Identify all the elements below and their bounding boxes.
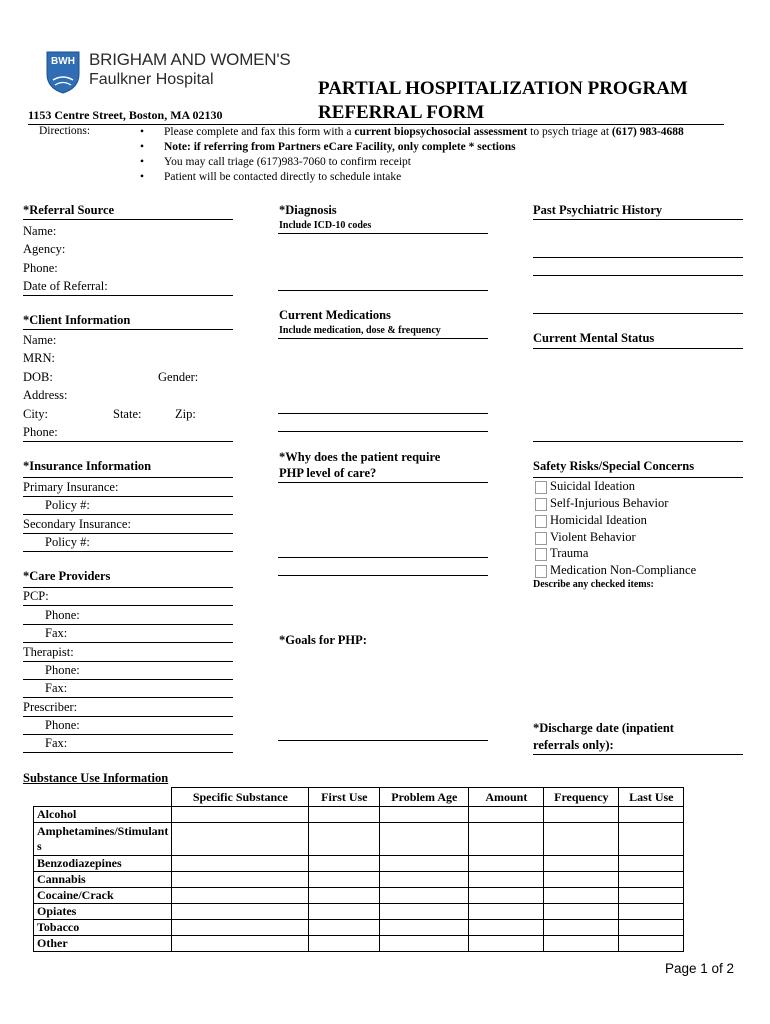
table-cell[interactable] [172,823,309,856]
substance-table [33,787,684,952]
diagnosis-note: Include ICD-10 codes [279,220,372,231]
rule [23,533,233,534]
table-cell[interactable] [619,920,684,936]
table-row [34,888,684,904]
table-header-row [34,788,684,807]
direction-item: • You may call triage (617)983-7060 to confirm receipt [134,155,684,170]
violent-behavior-label: Violent Behavior [550,530,636,544]
col-last-use: Last Use [619,788,684,807]
form-title-line2: REFERRAL FORM [318,102,485,123]
table-cell[interactable] [172,936,309,952]
directions-label: Directions: [39,125,91,137]
suicidal-ideation-checkbox[interactable] [535,481,547,494]
care-providers-title: *Care Providers [23,569,111,583]
table-cell[interactable] [380,856,469,872]
direction-item: • Please complete and fax this form with a current biopsychosocial assessment to psych triage at (617) 983-4688 [134,125,684,140]
past-history-input-line[interactable] [533,275,743,276]
table-cell[interactable] [380,807,469,823]
rule [23,752,233,753]
table-cell[interactable] [544,872,619,888]
col-specific-substance: Specific Substance [172,788,309,807]
rule [23,624,233,625]
rule [533,219,743,220]
table-cell[interactable] [380,823,469,856]
table-cell[interactable] [544,888,619,904]
table-cell[interactable] [619,888,684,904]
rule [23,587,233,588]
medications-input-line[interactable] [278,413,488,414]
discharge-input-line[interactable] [533,754,743,755]
client-info-title: *Client Information [23,313,131,327]
table-cell[interactable] [309,823,380,856]
table-cell[interactable] [619,872,684,888]
table-cell[interactable] [380,888,469,904]
rule [23,441,233,442]
col-frequency: Frequency [544,788,619,807]
table-cell[interactable] [309,904,380,920]
client-name-field[interactable]: Name: [23,333,57,347]
med-noncompliance-checkbox[interactable] [535,565,547,578]
direction-item: • Note: if referring from Partners eCare Facility, only complete * sections [134,140,684,155]
rule [23,716,233,717]
hospital-address: 1153 Centre Street, Boston, MA 02130 [28,108,223,122]
past-history-title: Past Psychiatric History [533,203,663,217]
table-cell[interactable] [469,936,544,952]
row-label-opiates: Opiates [34,904,172,920]
table-cell[interactable] [172,888,309,904]
client-mrn-field[interactable]: MRN: [23,351,55,365]
direction-item: • Patient will be contacted directly to schedule intake [134,170,684,185]
table-cell[interactable] [544,920,619,936]
php-need-input-line[interactable] [278,575,488,576]
prescriber-phone-field[interactable]: Phone: [45,718,80,732]
client-address-field[interactable]: Address: [23,388,68,402]
discharge-line2: referrals only): [533,738,614,752]
table-cell[interactable] [309,872,380,888]
past-history-input-line[interactable] [533,257,743,258]
row-label-benzodiazepines: Benzodiazepines [34,856,172,872]
row-label-alcohol: Alcohol [34,807,172,823]
row-label-cannabis: Cannabis [34,872,172,888]
self-injurious-label: Self-Injurious Behavior [550,496,669,510]
table-cell[interactable] [309,856,380,872]
policy1-field[interactable]: Policy #: [45,498,90,512]
rule [23,679,233,680]
client-phone-field[interactable]: Phone: [23,425,58,439]
pcp-field[interactable]: PCP: [23,589,49,603]
table-cell[interactable] [172,807,309,823]
referral-agency-field[interactable]: Agency: [23,242,66,256]
homicidal-ideation-checkbox[interactable] [535,515,547,528]
table-cell[interactable] [469,904,544,920]
goals-title: *Goals for PHP: [279,633,367,647]
client-gender-field[interactable]: Gender: [158,370,199,384]
client-city-field[interactable]: City: [23,407,49,421]
prescriber-field[interactable]: Prescriber: [23,700,78,714]
table-cell[interactable] [172,920,309,936]
rule [23,329,233,330]
trauma-label: Trauma [550,546,589,560]
table-cell[interactable] [544,807,619,823]
mental-status-input-line[interactable] [533,441,743,442]
rule [278,482,488,483]
table-cell[interactable] [469,872,544,888]
rule [278,338,488,339]
table-cell[interactable] [544,904,619,920]
table-cell[interactable] [380,920,469,936]
logo-line2: Faulkner Hospital [89,71,214,88]
rule [23,496,233,497]
goals-input-line[interactable] [278,740,488,741]
table-row [34,872,684,888]
past-history-input-line[interactable] [533,313,743,314]
table-cell[interactable] [380,936,469,952]
row-label-other: Other [34,936,172,952]
client-dob-field[interactable]: DOB: [23,370,53,384]
rule [23,697,233,698]
referral-phone-field[interactable]: Phone: [23,261,58,275]
rule [278,233,488,234]
table-cell[interactable] [380,872,469,888]
rule [23,514,233,515]
client-state-field[interactable]: State: [113,407,142,421]
table-row [34,823,684,856]
table-cell[interactable] [469,807,544,823]
policy2-field[interactable]: Policy #: [45,535,90,549]
therapist-field[interactable]: Therapist: [23,645,74,659]
php-need-input-line[interactable] [278,557,488,558]
table-cell[interactable] [309,920,380,936]
table-cell[interactable] [380,904,469,920]
self-injurious-checkbox[interactable] [535,498,547,511]
table-cell[interactable] [309,936,380,952]
table-cell[interactable] [619,823,684,856]
table-cell[interactable] [544,856,619,872]
table-cell[interactable] [619,856,684,872]
homicidal-ideation-label: Homicidal Ideation [550,513,647,527]
rule [23,551,233,552]
table-row [34,807,684,823]
medications-title: Current Medications [279,308,391,322]
table-cell[interactable] [172,904,309,920]
rule [23,605,233,606]
table-row [34,936,684,952]
rule [23,295,233,296]
diagnosis-title: *Diagnosis [279,203,337,217]
safety-describe-note: Describe any checked items: [533,579,654,590]
rule [23,219,233,220]
col-problem-age: Problem Age [380,788,469,807]
row-label-cocaine: Cocaine/Crack [34,888,172,904]
table-cell[interactable] [172,856,309,872]
table-row [34,920,684,936]
referral-source-title: *Referral Source [23,203,115,217]
rule [23,734,233,735]
row-label-amphetamines: Amphetamines/Stimulant s [34,823,172,856]
suicidal-ideation-label: Suicidal Ideation [550,479,636,493]
logo-badge-text: BWH [51,56,75,67]
table-cell[interactable] [469,823,544,856]
php-need-line1: *Why does the patient require [279,450,441,464]
rule [533,348,743,349]
table-cell[interactable] [469,888,544,904]
therapist-fax-field[interactable]: Fax: [45,681,68,695]
table-cell[interactable] [172,872,309,888]
table-cell[interactable] [619,807,684,823]
med-noncompliance-label: Medication Non-Compliance [550,563,697,577]
rule [23,477,233,478]
rule [533,477,743,478]
client-zip-field[interactable]: Zip: [175,407,196,421]
prescriber-fax-field[interactable]: Fax: [45,736,68,750]
table-cell[interactable] [619,904,684,920]
table-row [34,904,684,920]
blank-header-cell [34,788,172,807]
table-cell[interactable] [619,936,684,952]
row-label-tobacco: Tobacco [34,920,172,936]
medications-note: Include medication, dose & frequency [279,325,441,336]
trauma-checkbox[interactable] [535,548,547,561]
secondary-insurance-field[interactable]: Secondary Insurance: [23,517,131,531]
primary-insurance-field[interactable]: Primary Insurance: [23,480,119,494]
table-row [34,856,684,872]
substance-title: Substance Use Information [23,771,169,785]
form-title-line1: PARTIAL HOSPITALIZATION PROGRAM [318,78,688,99]
col-first-use: First Use [309,788,380,807]
logo-line1: BRIGHAM AND WOMEN'S [89,50,291,69]
violent-behavior-checkbox[interactable] [535,532,547,545]
safety-title: Safety Risks/Special Concerns [533,459,695,473]
php-need-line2: PHP level of care? [279,466,377,480]
pcp-fax-field[interactable]: Fax: [45,626,68,640]
therapist-phone-field[interactable]: Phone: [45,663,80,677]
table-cell[interactable] [309,888,380,904]
table-cell[interactable] [544,823,619,856]
page-number: Page 1 of 2 [665,961,735,976]
referral-name-field[interactable]: Name: [23,224,57,238]
diagnosis-input-line[interactable] [278,290,488,291]
directions-list [134,125,684,185]
col-amount: Amount [469,788,544,807]
insurance-title: *Insurance Information [23,459,152,473]
discharge-line1: *Discharge date (inpatient [533,721,674,735]
mental-status-title: Current Mental Status [533,331,655,345]
table-cell[interactable] [544,936,619,952]
table-cell[interactable] [469,856,544,872]
table-cell[interactable] [309,807,380,823]
rule [23,642,233,643]
pcp-phone-field[interactable]: Phone: [45,608,80,622]
referral-date-field[interactable]: Date of Referral: [23,279,108,293]
medications-input-line[interactable] [278,431,488,432]
table-cell[interactable] [469,920,544,936]
rule [23,661,233,662]
